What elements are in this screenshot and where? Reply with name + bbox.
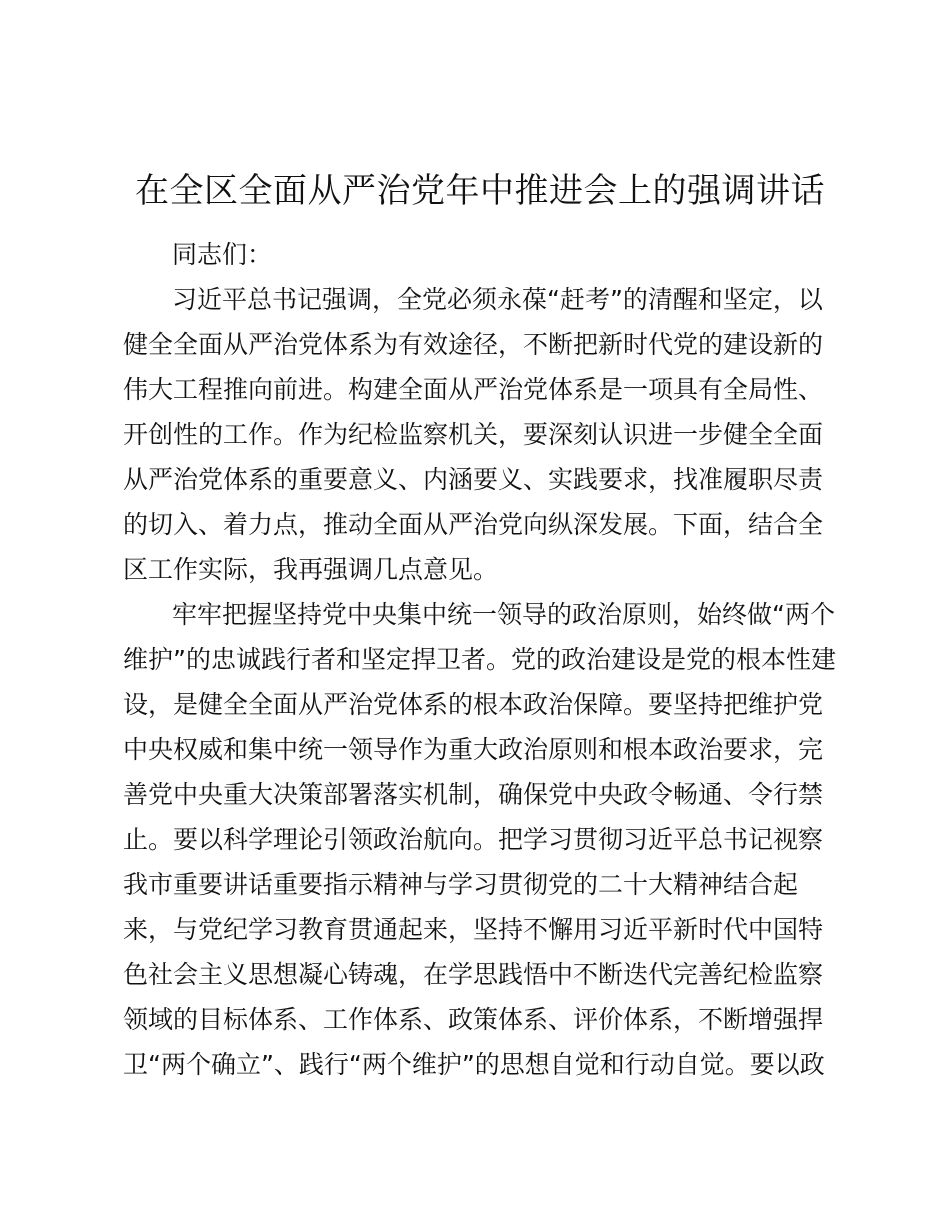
- text-line: 的切入、着力点，推动全面从严治党向纵深发展。下面，结合全: [123, 510, 824, 539]
- text-line: 健全全面从严治党体系为有效途径，不断把新时代党的建设新的: [123, 330, 824, 359]
- text-line: 色社会主义思想凝心铸魂，在学思践悟中不断迭代完善纪检监察: [123, 960, 824, 989]
- text-line: 领域的目标体系、工作体系、政策体系、评价体系，不断增强捍: [123, 1005, 824, 1034]
- text-line: 区工作实际，我再强调几点意见。: [123, 555, 499, 584]
- document-body: [123, 232, 835, 1087]
- text-line: 从严治党体系的重要意义、内涵要义、实践要求，找准履职尽责: [123, 465, 824, 494]
- text-line: 善党中央重大决策部署落实机制，确保党中央政令畅通、令行禁: [123, 780, 824, 809]
- text-line: 设，是健全全面从严治党体系的根本政治保障。要坚持把维护党: [123, 690, 824, 719]
- text-line: 我市重要讲话重要指示精神与学习贯彻党的二十大精神结合起: [123, 870, 799, 899]
- document-title: 在全区全面从严治党年中推进会上的强调讲话: [135, 171, 825, 211]
- text-line: 卫“两个确立”、践行“两个维护”的思想自觉和行动自觉。要以政: [123, 1050, 825, 1079]
- text-line: 同志们：: [172, 240, 273, 269]
- text-line: 习近平总书记强调，全党必须永葆“赶考”的清醒和坚定，以: [172, 285, 823, 314]
- text-line: 止。要以科学理论引领政治航向。把学习贯彻习近平总书记视察: [123, 825, 824, 854]
- text-line: 维护”的忠诚践行者和坚定捍卫者。党的政治建设是党的根本性建: [123, 645, 836, 674]
- text-line: 牢牢把握坚持党中央集中统一领导的政治原则，始终做“两个: [172, 600, 835, 629]
- text-line: 开创性的工作。作为纪检监察机关，要深刻认识进一步健全全面: [123, 420, 824, 449]
- text-line: 来，与党纪学习教育贯通起来，坚持不懈用习近平新时代中国特: [123, 915, 824, 944]
- text-line: 中央权威和集中统一领导作为重大政治原则和根本政治要求，完: [123, 735, 824, 764]
- text-line: 伟大工程推向前进。构建全面从严治党体系是一项具有全局性、: [123, 375, 824, 404]
